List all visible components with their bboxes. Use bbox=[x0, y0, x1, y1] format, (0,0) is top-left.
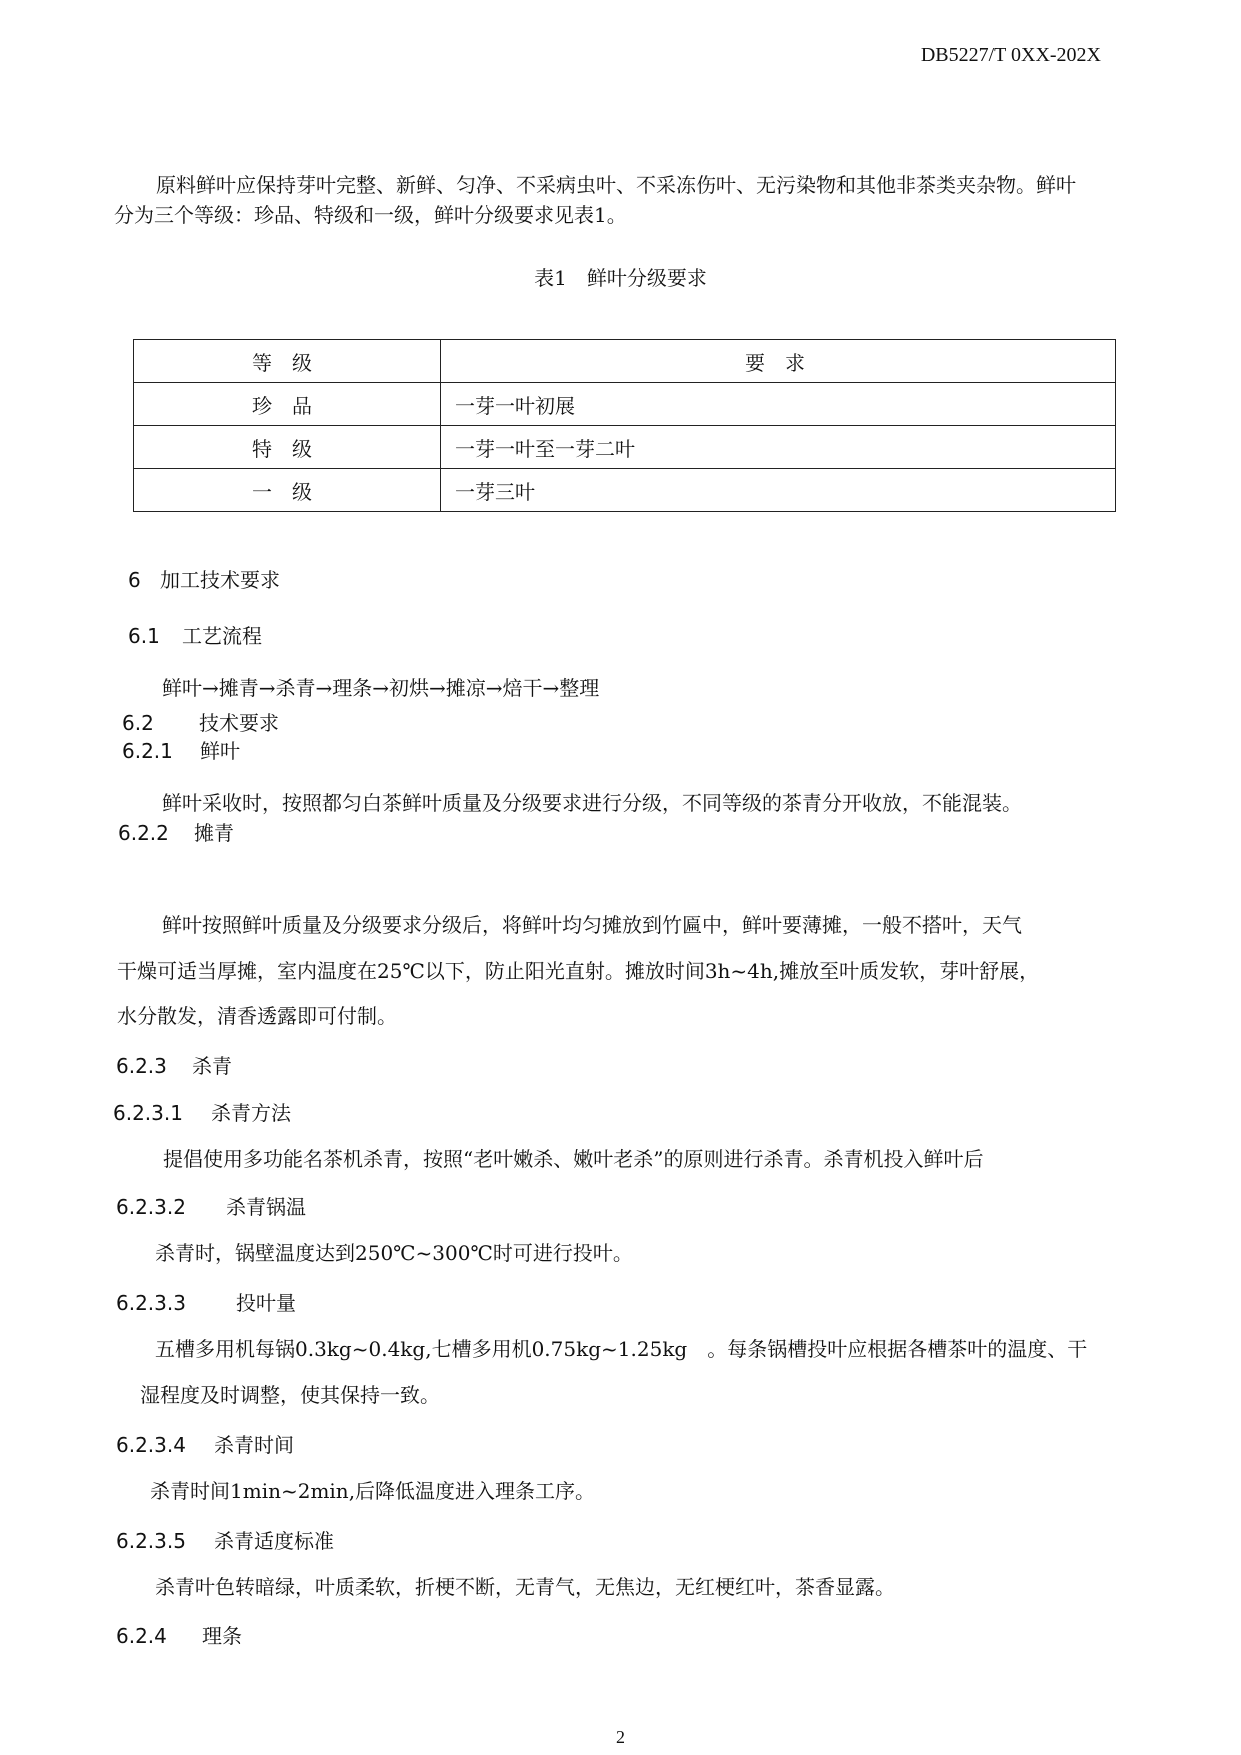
section-number: 6.2.1 bbox=[122, 739, 173, 763]
pan-temperature-text: 杀青时，锅壁温度达到250℃~300℃时可进行投叶。 bbox=[155, 1241, 633, 1265]
fresh-leaf-text: 鲜叶采收时，按照都匀白茶鲜叶质量及分级要求进行分级，不同等级的茶青分开收放，不能混装。 bbox=[162, 791, 1022, 815]
section-6-2-heading bbox=[122, 707, 279, 736]
table-caption: 表1 鲜叶分级要求 bbox=[534, 266, 707, 290]
section-title: 技术要求 bbox=[199, 711, 279, 735]
section-number: 6.2.3.2 bbox=[116, 1195, 186, 1219]
section-6-2-2-heading bbox=[118, 817, 234, 846]
section-title: 投叶量 bbox=[236, 1291, 296, 1315]
section-6-2-3-1-heading bbox=[113, 1097, 291, 1126]
section-number: 6.2.3.5 bbox=[116, 1529, 186, 1553]
table-row bbox=[134, 469, 1116, 512]
section-title: 杀青方法 bbox=[211, 1101, 291, 1125]
spreading-line-3: 水分散发，清香透露即可付制。 bbox=[117, 1004, 397, 1028]
spreading-line-2: 干燥可适当厚摊，室内温度在25℃以下，防止阳光直射。摊放时间3h~4h,摊放至叶质发软，芽叶舒展， bbox=[117, 959, 1040, 983]
section-title: 加工技术要求 bbox=[160, 568, 280, 592]
section-6-2-3-5-heading bbox=[116, 1525, 334, 1554]
fixing-time-text: 杀青时间1min~2min,后降低温度进入理条工序。 bbox=[150, 1479, 596, 1503]
table-row bbox=[134, 426, 1116, 469]
section-6-1-heading bbox=[128, 620, 262, 649]
fixing-standard-text: 杀青叶色转暗绿，叶质柔软，折梗不断，无青气，无焦边，无红梗红叶，茶香显露。 bbox=[155, 1575, 895, 1599]
section-number: 6.2.2 bbox=[118, 821, 169, 845]
process-flow-text: 鲜叶→摊青→杀青→理条→初烘→摊凉→焙干→整理 bbox=[162, 676, 600, 700]
header-grade: 等级 bbox=[134, 340, 441, 383]
section-6-2-3-3-heading bbox=[116, 1287, 296, 1316]
grade-table bbox=[133, 339, 1116, 512]
section-title: 摊青 bbox=[194, 821, 234, 845]
table-row bbox=[134, 383, 1116, 426]
spreading-line-1: 鲜叶按照鲜叶质量及分级要求分级后，将鲜叶均匀摊放到竹匾中，鲜叶要薄摊，一般不搭叶，天气 bbox=[162, 913, 1022, 937]
section-6-2-3-heading bbox=[116, 1050, 232, 1079]
requirement-cell: 一芽三叶 bbox=[441, 469, 1116, 512]
section-title: 工艺流程 bbox=[182, 624, 262, 648]
section-number: 6.2.4 bbox=[116, 1624, 167, 1648]
section-number: 6 bbox=[128, 568, 141, 592]
section-6-2-4-heading bbox=[116, 1620, 242, 1649]
table-header-row bbox=[134, 340, 1116, 383]
section-number: 6.2.3.3 bbox=[116, 1291, 186, 1315]
section-title: 杀青时间 bbox=[214, 1433, 294, 1457]
section-title: 杀青适度标准 bbox=[214, 1529, 334, 1553]
intro-line-1: 原料鲜叶应保持芽叶完整、新鲜、匀净、不采病虫叶、不采冻伤叶、无污染物和其他非茶类夹杂物。鲜叶 bbox=[156, 173, 1076, 197]
section-number: 6.1 bbox=[128, 624, 160, 648]
section-title: 理条 bbox=[202, 1624, 242, 1648]
section-6-2-3-2-heading bbox=[116, 1191, 306, 1220]
section-6-heading bbox=[128, 564, 280, 593]
grade-cell: 特级 bbox=[134, 426, 441, 469]
grade-cell: 一级 bbox=[134, 469, 441, 512]
fixing-method-text: 提倡使用多功能名茶机杀青，按照“老叶嫩杀、嫩叶老杀”的原则进行杀青。杀青机投入鲜叶后 bbox=[163, 1147, 984, 1171]
grade-cell: 珍品 bbox=[134, 383, 441, 426]
intro-line-2: 分为三个等级：珍品、特级和一级，鲜叶分级要求见表1。 bbox=[114, 203, 627, 227]
section-title: 杀青锅温 bbox=[226, 1195, 306, 1219]
leaf-quantity-line-2: 湿程度及时调整，使其保持一致。 bbox=[140, 1383, 440, 1407]
leaf-quantity-line-1: 五槽多用机每锅0.3kg~0.4kg,七槽多用机0.75kg~1.25kg 。每条锅槽投叶应根据各槽茶叶的温度、干 bbox=[155, 1337, 1088, 1361]
document-code: DB5227/T 0XX-202X bbox=[920, 44, 1101, 66]
section-number: 6.2 bbox=[122, 711, 154, 735]
header-requirement: 要求 bbox=[441, 340, 1116, 383]
section-title: 杀青 bbox=[192, 1054, 232, 1078]
page-number: 2 bbox=[616, 1727, 625, 1747]
requirement-cell: 一芽一叶初展 bbox=[441, 383, 1116, 426]
section-number: 6.2.3 bbox=[116, 1054, 167, 1078]
section-number: 6.2.3.1 bbox=[113, 1101, 183, 1125]
section-title: 鲜叶 bbox=[200, 739, 240, 763]
requirement-cell: 一芽一叶至一芽二叶 bbox=[441, 426, 1116, 469]
section-6-2-1-heading bbox=[122, 735, 240, 764]
section-number: 6.2.3.4 bbox=[116, 1433, 186, 1457]
section-6-2-3-4-heading bbox=[116, 1429, 294, 1458]
